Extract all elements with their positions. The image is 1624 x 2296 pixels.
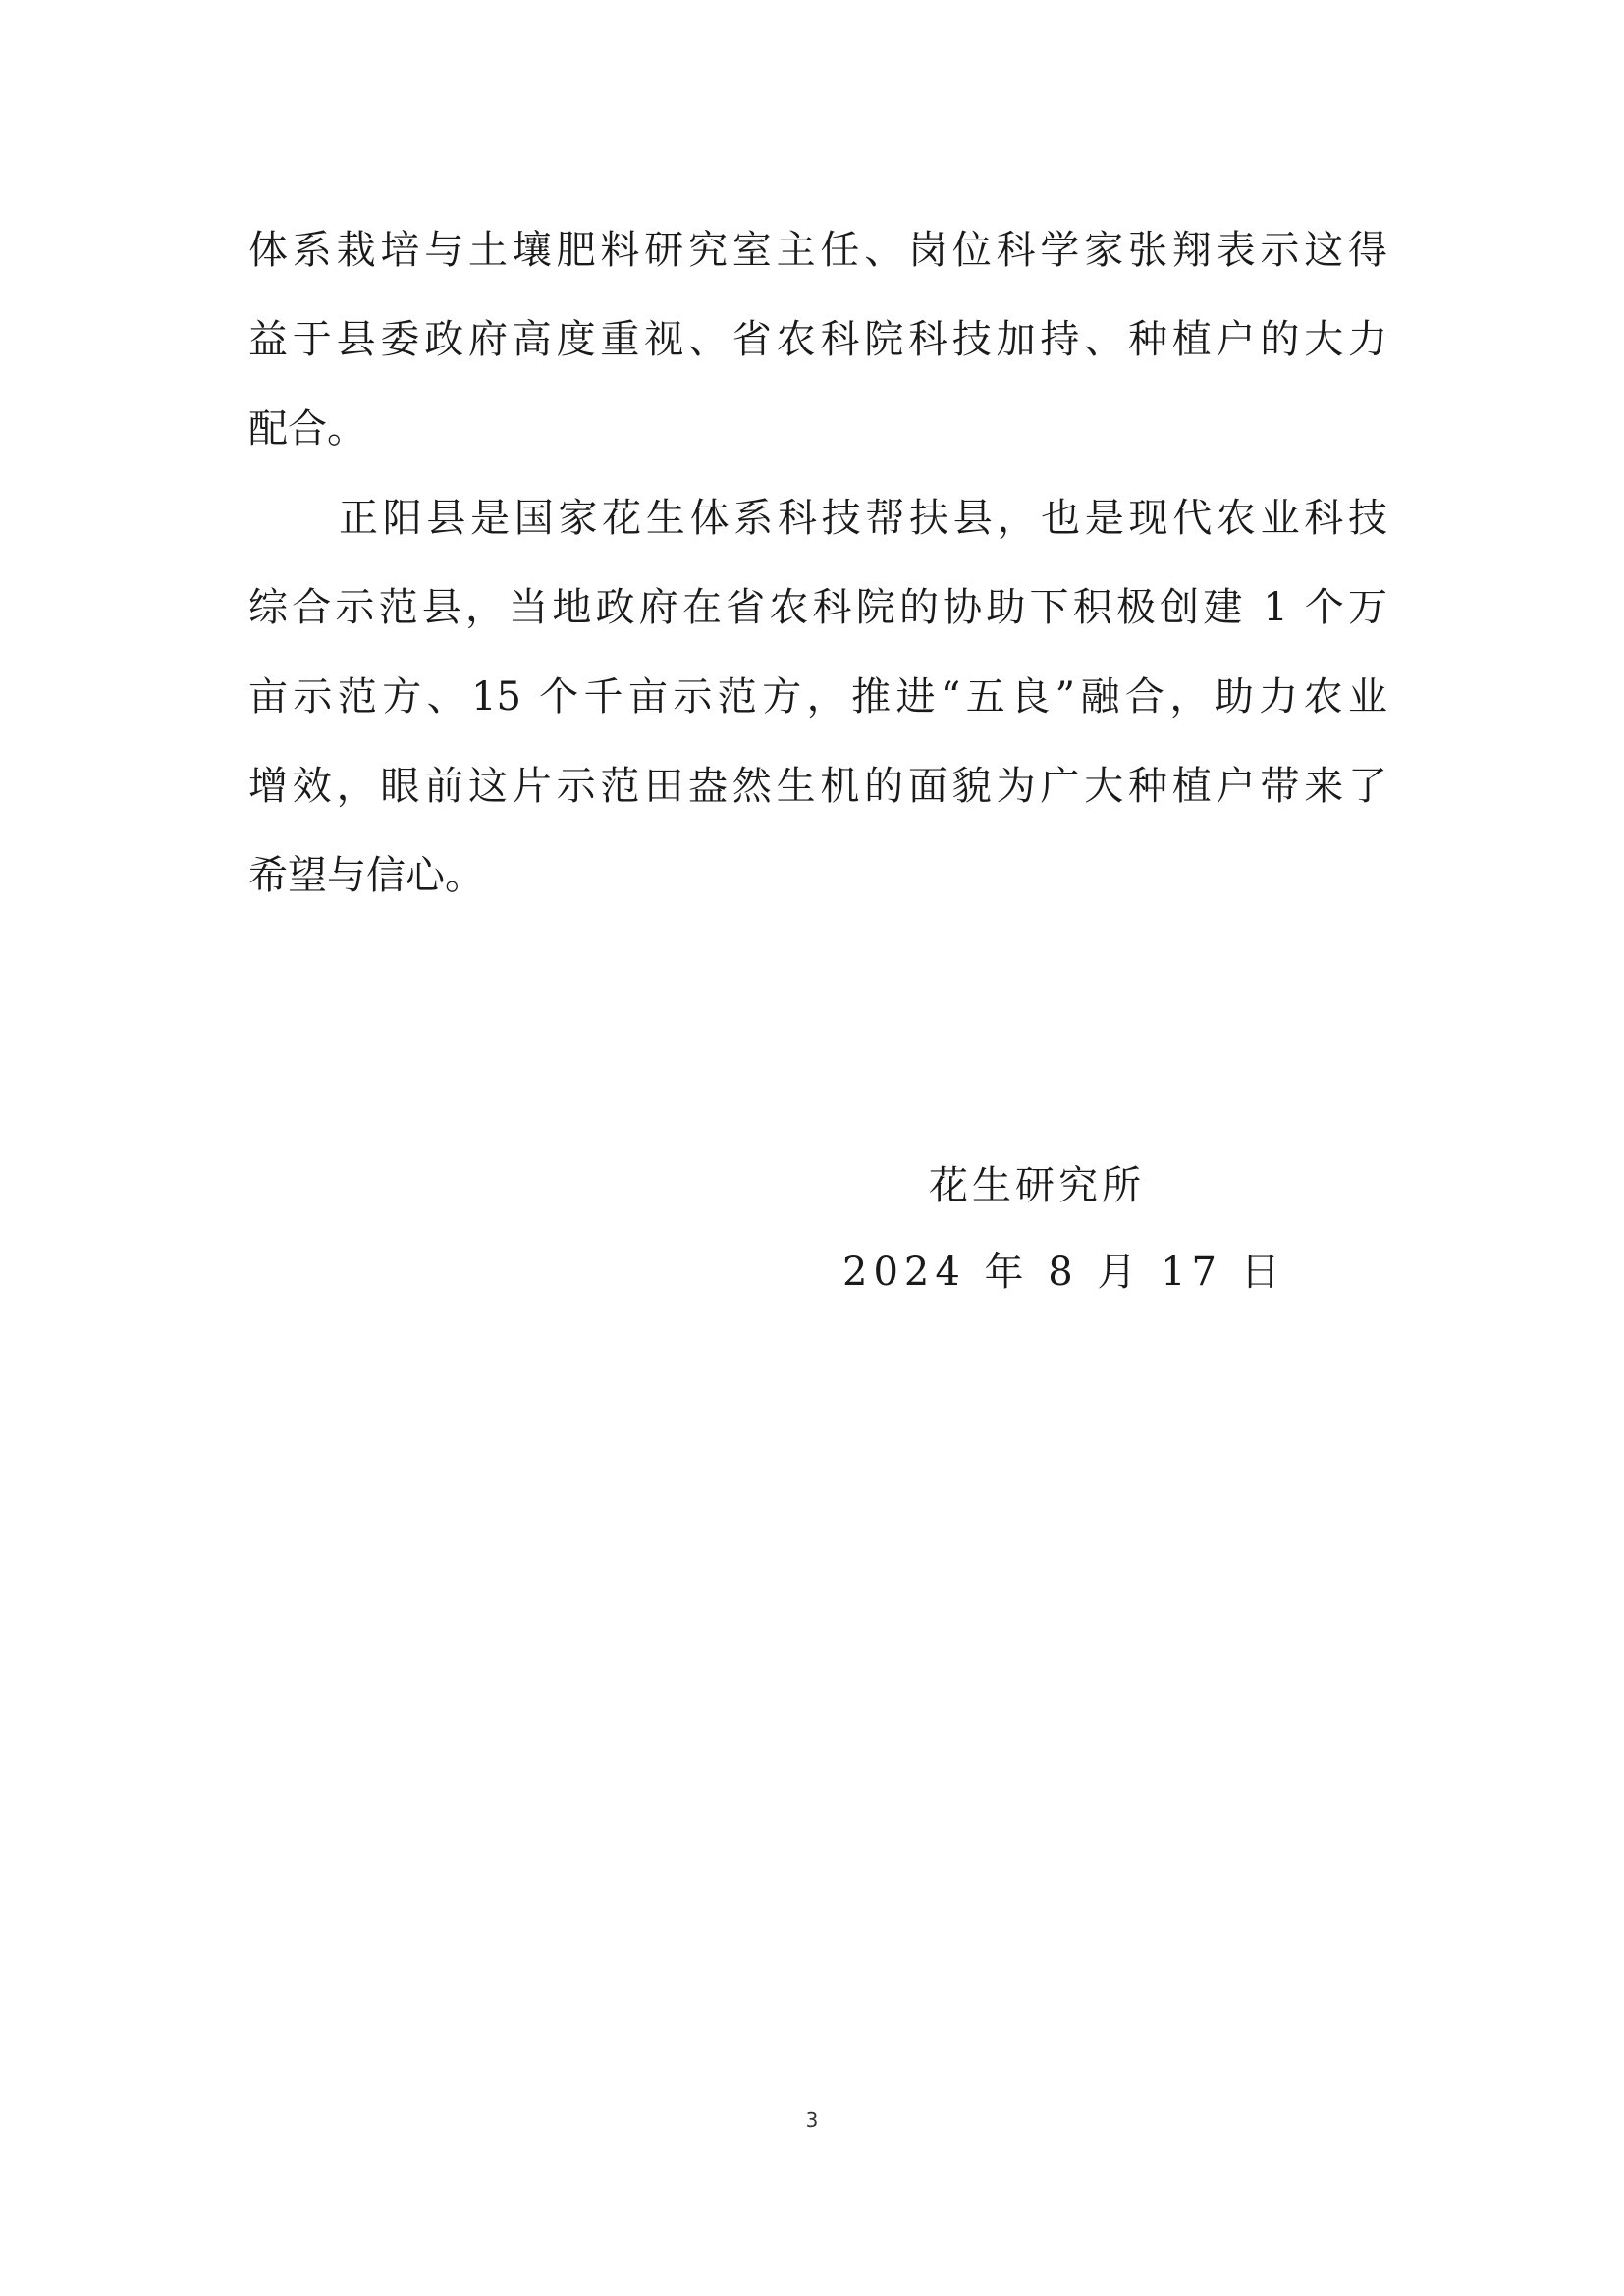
- document-body: [248, 206, 1387, 921]
- paragraph-2-line-5: 希望与信心。: [248, 853, 484, 898]
- paragraph-2-line-4: 增效，眼前这片示范田盎然生机的面貌为广大种植户带来了: [248, 764, 1387, 809]
- page-number: 3: [805, 2109, 819, 2132]
- paragraph-1-line-2: 益于县委政府高度重视、省农科院科技加持、种植户的大力: [248, 317, 1387, 362]
- paragraph-2-line-2: 综合示范县，当地政府在省农科院的协助下积极创建 1 个万: [248, 585, 1387, 630]
- paragraph-1-line-3: 配合。: [248, 406, 366, 452]
- paragraph-2-line-3: 亩示范方、15 个千亩示范方，推进“五良”融合，助力农业: [248, 674, 1387, 720]
- paragraph-1-line-1: 体系栽培与土壤肥料研究室主任、岗位科学家张翔表示这得: [248, 228, 1387, 273]
- signature-date: 2024 年 8 月 17 日: [842, 1250, 1286, 1295]
- paragraph-2-line-1: 正阳县是国家花生体系科技帮扶县，也是现代农业科技: [339, 496, 1387, 541]
- signature-organization: 花生研究所: [929, 1163, 1145, 1208]
